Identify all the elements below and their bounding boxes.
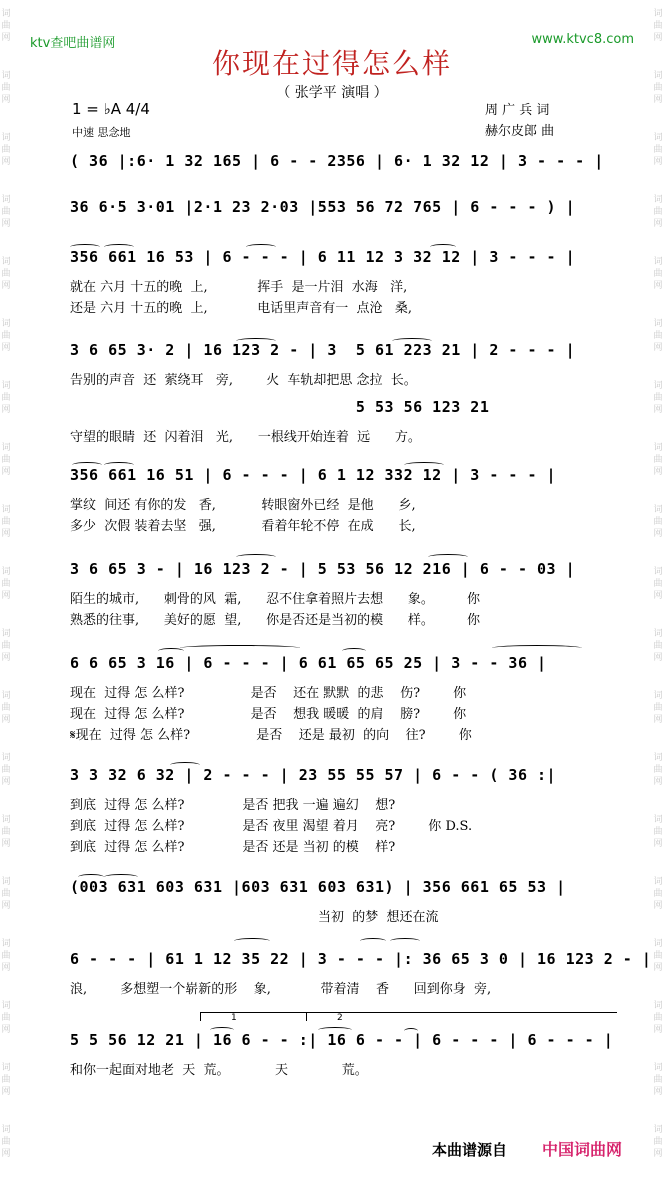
watermark-mark: 词 曲 网 bbox=[653, 567, 663, 601]
watermark-mark: 词 曲 网 bbox=[653, 257, 663, 291]
lyric-line: 当初 的梦 想还在流 bbox=[70, 910, 439, 925]
watermark-mark: 词 曲 网 bbox=[1, 939, 11, 973]
lyric-line: 掌纹 间还 有你的发 香, 转眼窗外已经 是他 乡, bbox=[70, 498, 416, 513]
lyric-line: 陌生的城市, 刺骨的风 霜, 忍不住拿着照片去想 象。 你 bbox=[70, 592, 480, 607]
slur-mark bbox=[318, 1027, 352, 1033]
lyric-line: 现在 过得 怎 么样? 是否 想我 暖暖 的肩 膀? 你 bbox=[70, 707, 467, 722]
watermark-mark: 词 曲 网 bbox=[653, 133, 663, 167]
watermark-mark: 词 曲 网 bbox=[653, 877, 663, 911]
watermark-mark: 词 曲 网 bbox=[1, 133, 11, 167]
slur-mark bbox=[342, 648, 366, 654]
footer-source-label: 本曲谱源自 bbox=[432, 1141, 508, 1159]
lyricist-credit: 周 广 兵 词 bbox=[485, 103, 550, 118]
watermark-mark: 词 曲 网 bbox=[653, 939, 663, 973]
notation-row: 6 6 65 3 16 | 6 - - - | 6 61 65 65 25 | 3 - - 36 | bbox=[70, 654, 547, 672]
lyric-line: 就在 六月 十五的晚 上, 挥手 是一片泪 水海 洋, bbox=[70, 280, 408, 295]
watermark-mark: 词 曲 网 bbox=[1, 443, 11, 477]
slur-mark bbox=[492, 645, 582, 651]
tempo-marking: 中速 思念地 bbox=[72, 126, 131, 139]
watermark-mark: 词 曲 网 bbox=[1, 319, 11, 353]
watermark-mark: 词 曲 网 bbox=[653, 629, 663, 663]
lyric-line: 浪, 多想塑一个崭新的形 象, 带着清 香 回到你身 旁, bbox=[70, 982, 492, 997]
slur-mark bbox=[104, 244, 134, 250]
lyric-line: 和你一起面对地老 天 荒。 天 荒。 bbox=[70, 1063, 368, 1078]
lyric-line: 到底 过得 怎 么样? 是否 还是 当初 的模 样? bbox=[70, 840, 396, 855]
notation-row: 3 6 65 3· 2 | 16 123 2 - | 3 5 61 223 21 | 2 - - - | bbox=[70, 341, 576, 359]
slur-mark bbox=[428, 554, 468, 560]
lyric-line: 告别的声音 还 萦绕耳 旁, 火 车轨却把思 念拉 长。 bbox=[70, 373, 417, 388]
watermark-mark: 词 曲 网 bbox=[1, 257, 11, 291]
watermark-mark: 词 曲 网 bbox=[653, 691, 663, 725]
notation-row: 5 5 56 12 21 | 16 6 - - :| 16 6 - - | 6 - - - | 6 - - - | bbox=[70, 1031, 614, 1049]
slur-mark bbox=[430, 244, 456, 250]
notation-row: 356 661 16 53 | 6 - - - | 6 11 12 3 32 12 | 3 - - - | bbox=[70, 248, 576, 266]
slur-mark bbox=[404, 1028, 418, 1034]
watermark-mark: 词 曲 网 bbox=[1, 567, 11, 601]
slur-mark bbox=[236, 554, 276, 560]
watermark-mark: 词 曲 网 bbox=[1, 629, 11, 663]
site-url-right[interactable]: www.ktvc8.com bbox=[531, 32, 634, 47]
watermark-mark: 词 曲 网 bbox=[653, 9, 663, 43]
notation-row: 356 661 16 51 | 6 - - - | 6 1 12 332 12 | 3 - - - | bbox=[70, 466, 557, 484]
watermark-mark: 词 曲 网 bbox=[653, 1125, 663, 1159]
notation-row: 3 6 65 3 - | 16 123 2 - | 5 53 56 12 216 | 6 - - 03 | bbox=[70, 560, 576, 578]
volta-bracket: 2 bbox=[306, 1012, 617, 1021]
watermark-mark: 词 曲 网 bbox=[653, 505, 663, 539]
notation-row: 6 - - - | 61 1 12 35 22 | 3 - - - |: 36 65 3 0 | 16 123 2 - | bbox=[70, 950, 652, 968]
watermark-mark: 词 曲 网 bbox=[1, 1063, 11, 1097]
watermark-mark: 词 曲 网 bbox=[1, 71, 11, 105]
slur-mark bbox=[70, 244, 100, 250]
footer-source-site[interactable]: 中国词曲网 bbox=[542, 1140, 623, 1159]
notation-row: (003 631 603 631 |603 631 603 631) | 356 661 65 53 | bbox=[70, 878, 566, 896]
watermark-mark: 词 曲 网 bbox=[1, 691, 11, 725]
watermark-mark: 词 曲 网 bbox=[1, 1001, 11, 1035]
watermark-mark: 词 曲 网 bbox=[1, 381, 11, 415]
slur-mark bbox=[170, 762, 200, 768]
lyric-line: 守望的眼睛 还 闪着泪 光, 一根线开始连着 远 方。 bbox=[70, 430, 421, 445]
key-signature: 1 = ♭A 4/4 bbox=[72, 100, 150, 118]
notation-row: 5 53 56 123 21 bbox=[70, 398, 490, 416]
slur-mark bbox=[392, 338, 432, 344]
lyric-line: 到底 过得 怎 么样? 是否 夜里 渴望 着月 亮? 你 D.S. bbox=[70, 819, 473, 834]
slur-mark bbox=[234, 938, 270, 944]
watermark-mark: 词 曲 网 bbox=[1, 505, 11, 539]
singer-credit: （ 张学平 演唱 ） bbox=[276, 85, 388, 101]
watermark-mark: 词 曲 网 bbox=[1, 753, 11, 787]
watermark-mark: 词 曲 网 bbox=[1, 9, 11, 43]
site-name-left[interactable]: ktv查吧曲谱网 bbox=[30, 36, 116, 51]
watermark-mark: 词 曲 网 bbox=[653, 1001, 663, 1035]
slur-mark bbox=[360, 938, 386, 944]
slur-mark bbox=[246, 244, 276, 250]
notation-row: 36 6·5 3·01 |2·1 23 2·03 |553 56 72 765 | 6 - - - ) | bbox=[70, 198, 576, 216]
lyric-line: 多少 次假 装着去坚 强, 看着年轮不停 在成 长, bbox=[70, 519, 416, 534]
lyric-line: 到底 过得 怎 么样? 是否 把我 一遍 遍幻 想? bbox=[70, 798, 396, 813]
watermark-mark: 词 曲 网 bbox=[1, 195, 11, 229]
slur-mark bbox=[104, 874, 138, 880]
lyric-line: 熟悉的往事, 美好的愿 望, 你是否还是当初的模 样。 你 bbox=[70, 613, 480, 628]
watermark-mark: 词 曲 网 bbox=[653, 381, 663, 415]
watermark-mark: 词 曲 网 bbox=[1, 1125, 11, 1159]
slur-mark bbox=[78, 874, 104, 880]
watermark-mark: 词 曲 网 bbox=[653, 195, 663, 229]
watermark-mark: 词 曲 网 bbox=[1, 877, 11, 911]
slur-mark bbox=[72, 462, 102, 468]
volta-bracket: 1 bbox=[200, 1012, 331, 1021]
watermark-mark: 词 曲 网 bbox=[653, 443, 663, 477]
watermark-mark: 词 曲 网 bbox=[653, 815, 663, 849]
slur-mark bbox=[104, 462, 134, 468]
slur-mark bbox=[390, 938, 420, 944]
lyric-line: 还是 六月 十五的晚 上, 电话里声音有一 点沧 桑, bbox=[70, 301, 413, 316]
watermark-mark: 词 曲 网 bbox=[653, 71, 663, 105]
slur-mark bbox=[180, 645, 300, 651]
lyric-line: 现在 过得 怎 么样? 是否 还在 默默 的悲 伤? 你 bbox=[70, 686, 467, 701]
composer-credit: 赫尔皮郎 曲 bbox=[485, 124, 555, 139]
watermark-mark: 词 曲 网 bbox=[653, 319, 663, 353]
notation-row: 3 3 32 6 32 | 2 - - - | 23 55 55 57 | 6 - - ( 36 :| bbox=[70, 766, 557, 784]
notation-row: ( 36 |:6· 1 32 165 | 6 - - 2356 | 6· 1 32 12 | 3 - - - | bbox=[70, 152, 604, 170]
watermark-mark: 词 曲 网 bbox=[653, 1063, 663, 1097]
slur-mark bbox=[404, 462, 444, 468]
watermark-mark: 词 曲 网 bbox=[1, 815, 11, 849]
lyric-line: 𝄋现在 过得 怎 么样? 是否 还是 最初 的向 往? 你 bbox=[70, 728, 472, 743]
watermark-mark: 词 曲 网 bbox=[653, 753, 663, 787]
slur-mark bbox=[236, 338, 276, 344]
slur-mark bbox=[210, 1027, 234, 1033]
song-title: 你现在过得怎么样 bbox=[211, 47, 452, 80]
